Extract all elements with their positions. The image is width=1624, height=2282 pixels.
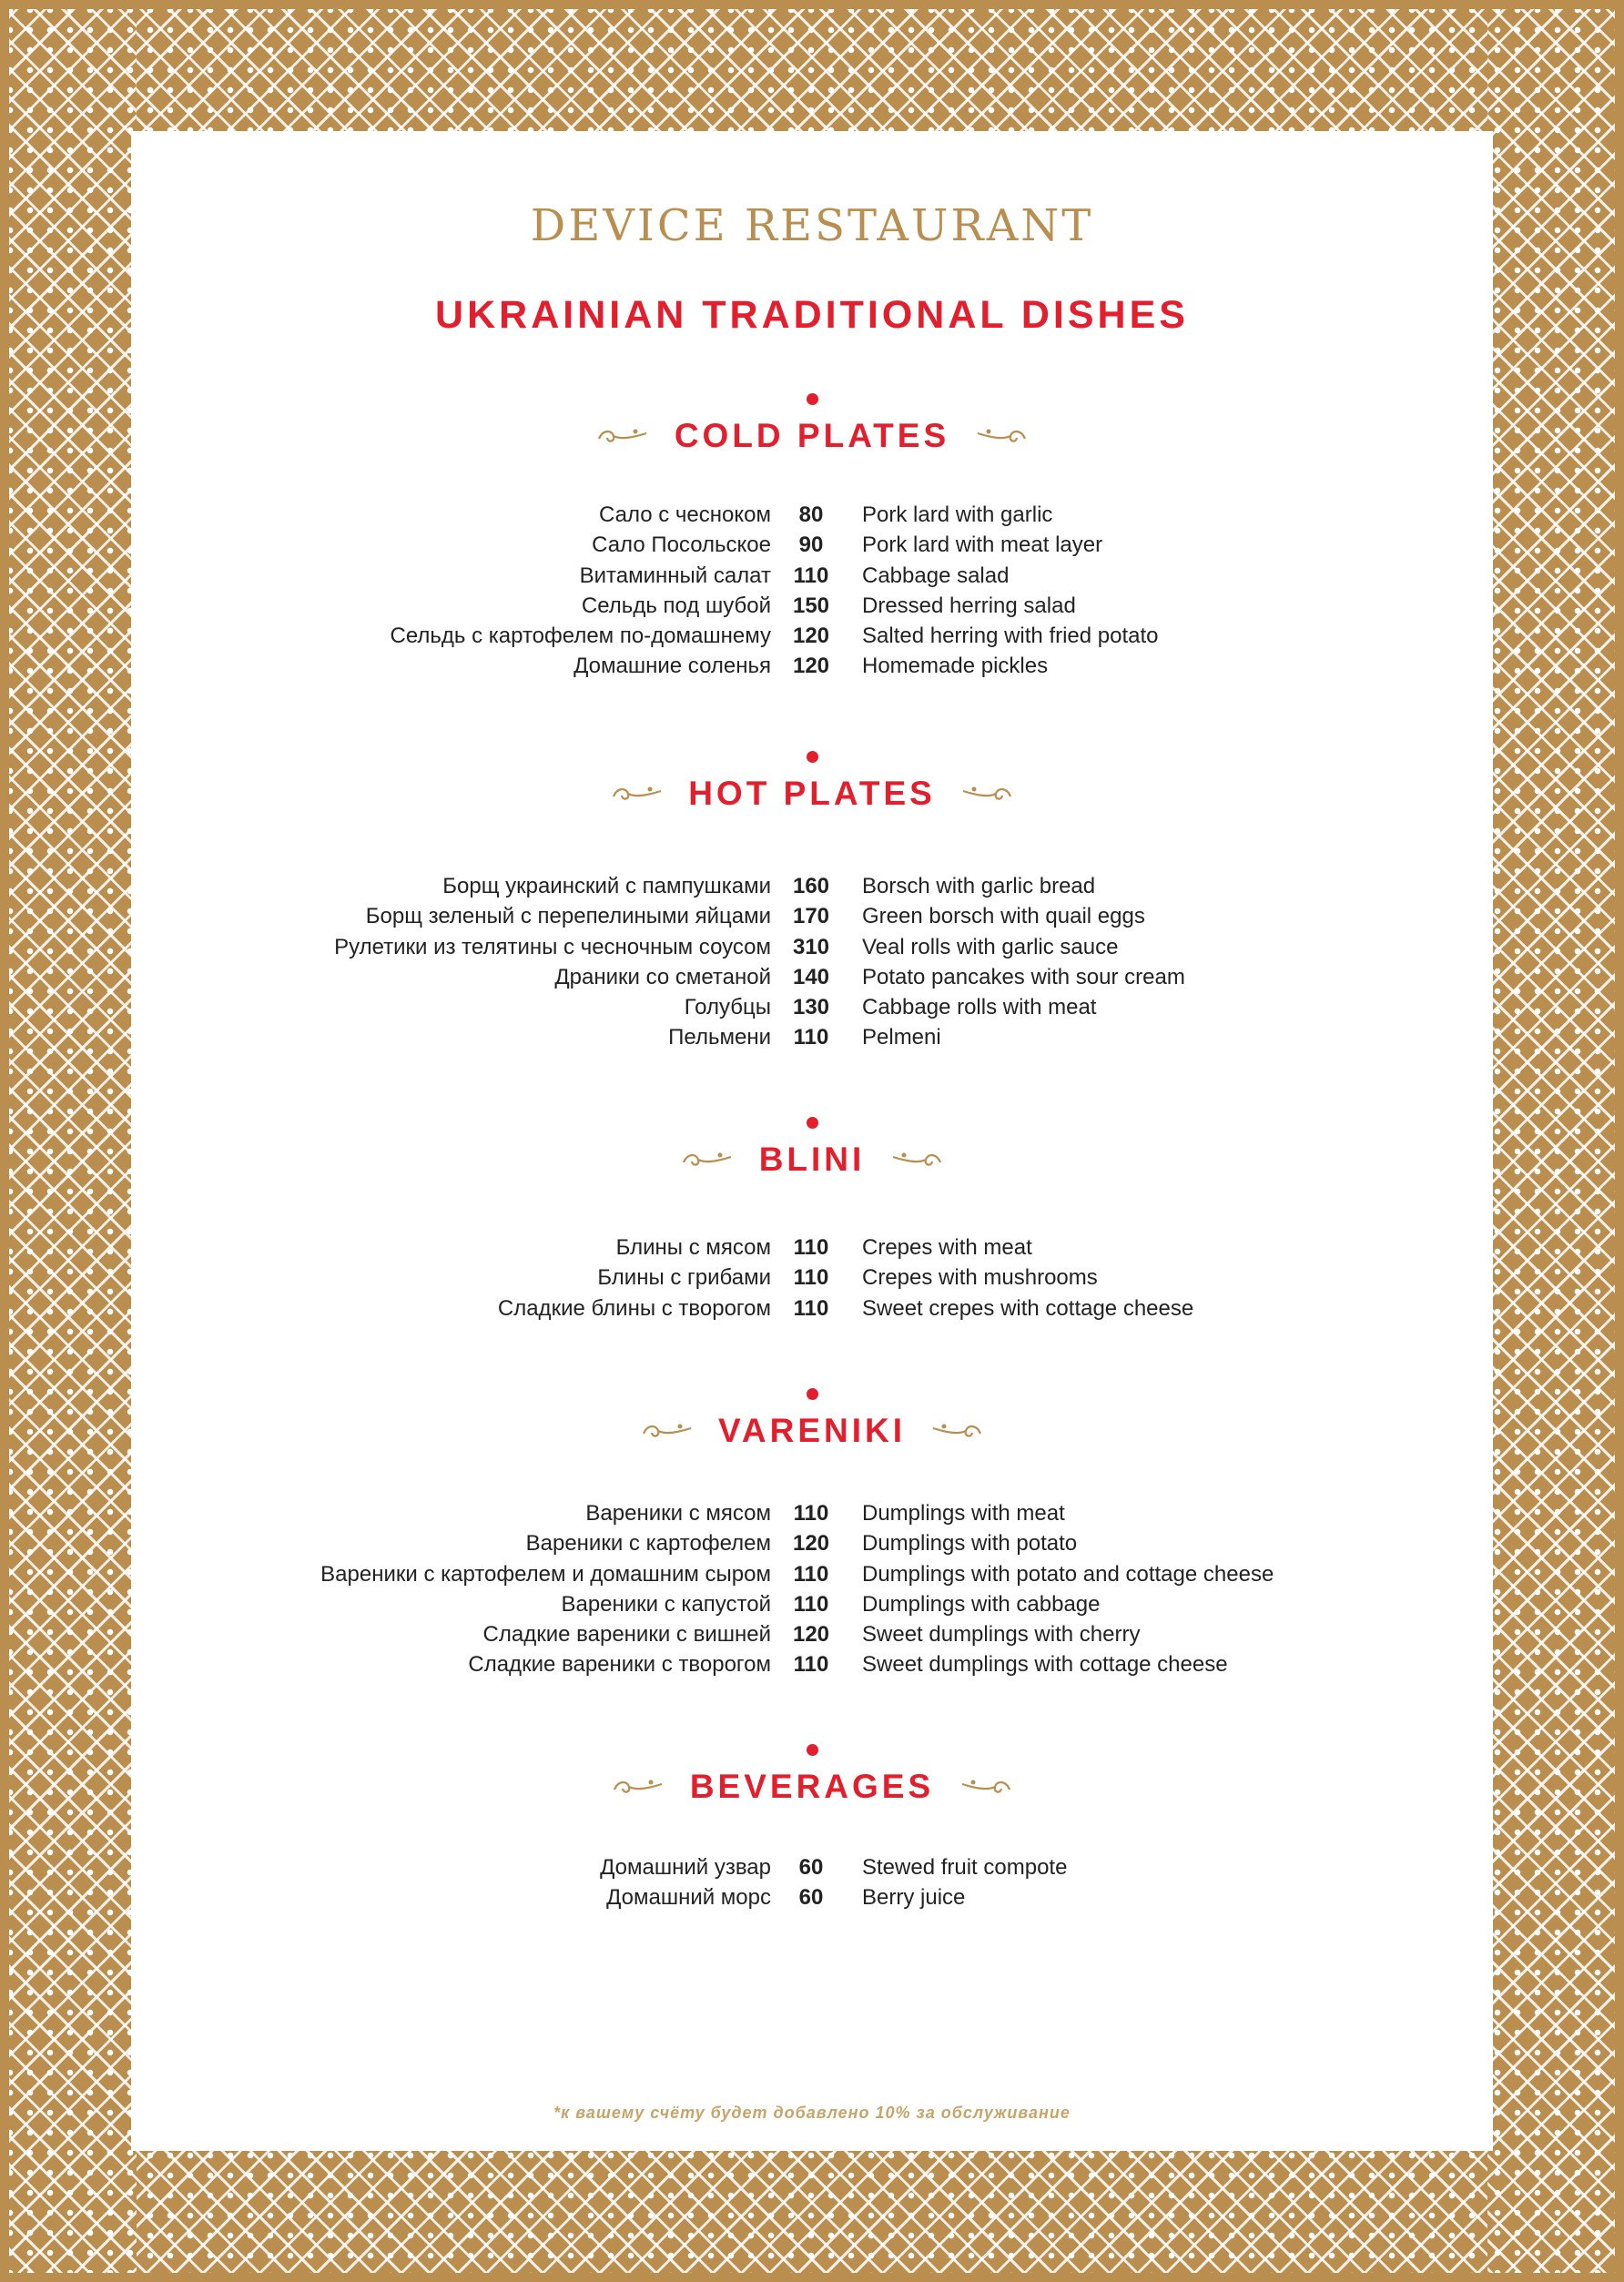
item-price: 110: [793, 1025, 829, 1050]
item-name-en: Potato pancakes with sour cream: [862, 964, 1185, 989]
swirl-ornament-icon: [595, 424, 650, 448]
item-name-en: Sweet dumplings with cottage cheese: [862, 1652, 1228, 1678]
item-name-en: Stewed fruit compote: [862, 1855, 1068, 1880]
item-name-ru: Борщ зеленый с перепелиными яйцами: [365, 904, 771, 929]
item-name-en: Sweet dumplings with cherry: [862, 1622, 1141, 1648]
swirl-ornament-icon: [611, 1775, 665, 1799]
item-name-en: Dressed herring salad: [862, 593, 1076, 618]
menu-item-row: [137, 904, 1487, 934]
menu-item-row: [137, 1501, 1487, 1531]
swirl-ornament-icon: [610, 782, 665, 806]
item-price: 120: [792, 1531, 830, 1557]
item-name-ru: Вареники с мясом: [585, 1501, 771, 1526]
menu-title: UKRAINIAN TRADITIONAL DISHES: [435, 293, 1189, 337]
item-name-en: Green borsch with quail eggs: [862, 904, 1145, 929]
item-name-ru: Вареники с картофелем и домашним сыром: [320, 1561, 771, 1587]
item-price: 310: [792, 934, 830, 959]
swirl-ornament-icon: [680, 1148, 735, 1171]
menu-content: [137, 137, 1487, 2145]
item-price: 110: [793, 1501, 829, 1526]
item-name-ru: Голубцы: [684, 995, 771, 1020]
swirl-ornament-icon: [929, 1419, 984, 1443]
item-name-en: Sweet crepes with cottage cheese: [862, 1295, 1194, 1321]
item-name-ru: Домашние соленья: [573, 654, 771, 679]
swirl-ornament-icon: [974, 424, 1029, 448]
menu-item-row: [137, 995, 1487, 1025]
item-price: 110: [793, 1652, 829, 1678]
item-name-ru: Рулетики из телятины с чесночным соусом: [334, 934, 771, 959]
menu-item-row: [137, 965, 1487, 995]
item-price: 110: [793, 1295, 829, 1321]
item-name-en: Pork lard with meat layer: [862, 532, 1103, 558]
item-name-ru: Сладкие вареники с творогом: [468, 1652, 771, 1678]
item-price: 110: [793, 1561, 829, 1587]
section-title: HOT PLATES: [688, 775, 936, 812]
item-price: 120: [792, 1622, 830, 1648]
item-name-ru: Борщ украинский с пампушками: [442, 874, 771, 898]
item-name-en: Dumplings with meat: [862, 1501, 1065, 1526]
menu-item-row: [137, 1025, 1487, 1055]
section-title: VARENIKI: [717, 1412, 907, 1449]
menu-item-row: [137, 654, 1487, 684]
menu-item-row: [137, 624, 1487, 654]
item-price: 60: [798, 1855, 824, 1880]
menu-item-row: [137, 593, 1487, 624]
swirl-ornament-icon: [959, 782, 1014, 806]
item-price: 170: [792, 904, 830, 929]
item-name-en: Dumplings with cabbage: [862, 1591, 1101, 1617]
item-name-ru: Сельдь под шубой: [581, 593, 771, 618]
item-name-ru: Вареники с картофелем: [525, 1531, 771, 1557]
item-name-ru: Сельдь с картофелем по-домашнему: [390, 624, 771, 649]
red-dot-icon: [807, 1388, 818, 1400]
item-price: 110: [793, 1591, 829, 1617]
red-dot-icon: [807, 1117, 818, 1129]
section-title: COLD PLATES: [674, 417, 950, 454]
item-name-ru: Сало Посольское: [592, 532, 771, 558]
item-price: 140: [792, 964, 830, 989]
item-name-en: Salted herring with fried potato: [862, 624, 1159, 649]
item-price: 130: [792, 995, 830, 1020]
red-dot-icon: [807, 393, 818, 405]
menu-item-row: [137, 1592, 1487, 1622]
section-title: BLINI: [758, 1141, 866, 1178]
item-name-en: Cabbage salad: [862, 563, 1010, 588]
item-price: 110: [793, 1265, 829, 1291]
item-price: 160: [792, 874, 830, 898]
item-name-ru: Сало с чесноком: [599, 502, 771, 527]
item-price: 110: [793, 1235, 829, 1260]
item-name-ru: Витаминный салат: [579, 563, 771, 588]
menu-item-row: [137, 563, 1487, 593]
item-name-en: Veal rolls with garlic sauce: [862, 934, 1119, 959]
swirl-ornament-icon: [889, 1148, 944, 1171]
item-name-ru: Блины с грибами: [597, 1265, 771, 1291]
item-price: 110: [793, 563, 829, 588]
menu-item-row: [137, 1531, 1487, 1561]
item-name-ru: Вареники с капустой: [561, 1591, 771, 1617]
section-title: BEVERAGES: [689, 1768, 935, 1805]
item-name-en: Dumplings with potato and cottage cheese: [862, 1561, 1274, 1587]
item-name-en: Crepes with meat: [862, 1235, 1032, 1260]
item-name-ru: Блины с мясом: [615, 1235, 771, 1260]
red-dot-icon: [807, 1744, 818, 1756]
restaurant-name: DEVICE RESTAURANT: [530, 200, 1094, 251]
menu-item-row: [137, 1885, 1487, 1915]
menu-item-row: [137, 502, 1487, 532]
item-name-ru: Домашний морс: [606, 1885, 771, 1911]
menu-item-row: [137, 1562, 1487, 1592]
menu-item-row: [137, 935, 1487, 965]
item-price: 80: [798, 502, 824, 527]
item-name-en: Pork lard with garlic: [862, 502, 1053, 527]
menu-item-row: [137, 1652, 1487, 1682]
item-name-en: Pelmeni: [862, 1025, 941, 1050]
menu-item-row: [137, 532, 1487, 563]
item-name-ru: Домашний узвар: [600, 1855, 771, 1880]
item-name-en: Homemade pickles: [862, 654, 1049, 679]
menu-item-row: [137, 1622, 1487, 1652]
menu-item-row: [137, 1296, 1487, 1326]
item-name-en: Borsch with garlic bread: [862, 874, 1096, 898]
menu-item-row: [137, 1235, 1487, 1265]
item-price: 60: [798, 1885, 824, 1911]
item-name-ru: Сладкие блины с творогом: [497, 1295, 771, 1321]
item-price: 120: [792, 624, 830, 649]
item-price: 120: [792, 654, 830, 679]
item-name-ru: Пельмени: [668, 1025, 771, 1050]
item-name-ru: Сладкие вареники с вишней: [482, 1622, 771, 1648]
swirl-ornament-icon: [640, 1419, 695, 1443]
swirl-ornament-icon: [959, 1775, 1013, 1799]
item-name-en: Berry juice: [862, 1885, 966, 1911]
item-name-en: Cabbage rolls with meat: [862, 995, 1097, 1020]
service-charge-note: *к вашему счёту будет добавлено 10% за обслуживание: [553, 2104, 1071, 2122]
item-price: 150: [792, 593, 830, 618]
item-name-en: Dumplings with potato: [862, 1531, 1078, 1557]
menu-item-row: [137, 874, 1487, 904]
item-name-ru: Драники со сметаной: [554, 964, 771, 989]
menu-item-row: [137, 1855, 1487, 1885]
menu-item-row: [137, 1265, 1487, 1295]
item-name-en: Crepes with mushrooms: [862, 1265, 1098, 1291]
item-price: 90: [798, 532, 824, 558]
red-dot-icon: [807, 751, 818, 763]
